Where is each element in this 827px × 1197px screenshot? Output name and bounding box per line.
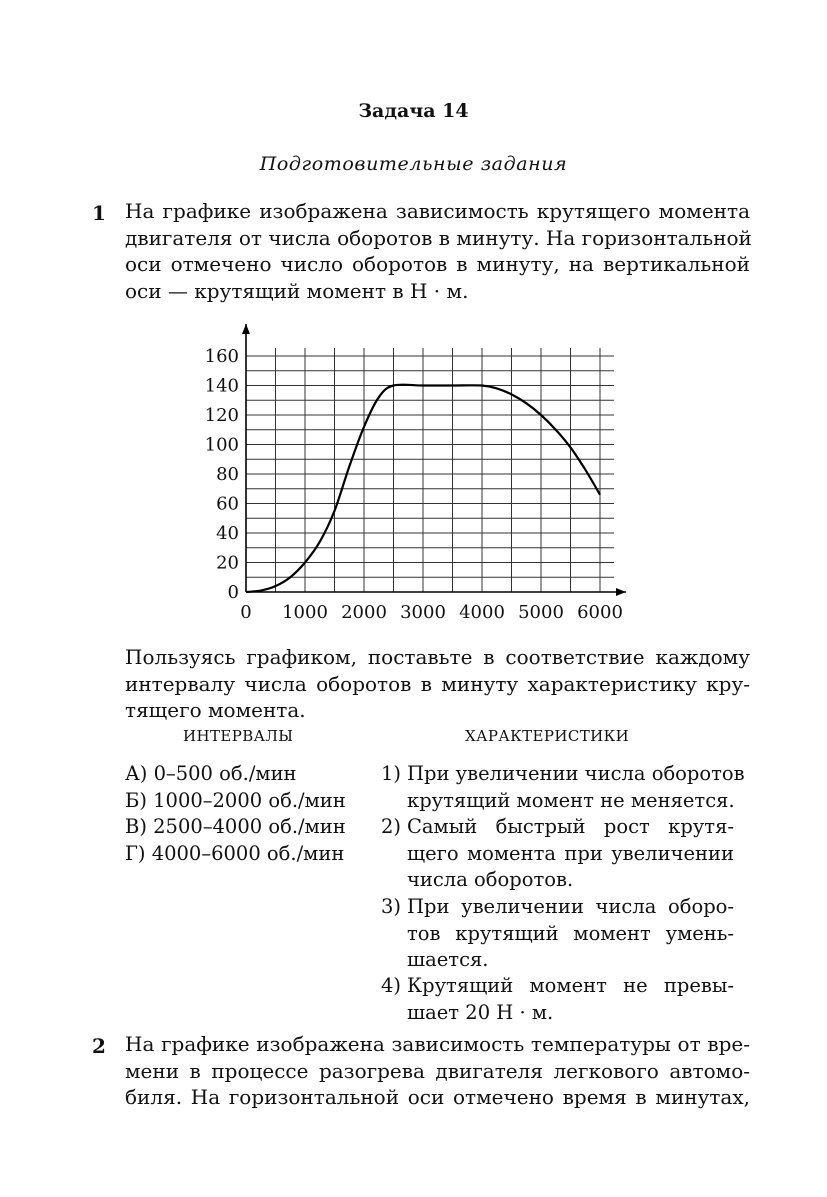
- characteristic-number: 1): [381, 762, 402, 785]
- characteristic-number: 3): [381, 895, 402, 918]
- characteristic-line: тов крутящий момент умень-: [407, 921, 734, 945]
- question-line: интервалу числа оборотов в минуту характеристику кру-: [125, 671, 750, 696]
- characteristic-line: щего момента при увеличении: [407, 841, 734, 865]
- task-2-number: 2: [92, 1034, 106, 1058]
- characteristic-line: крутящий момент не меняется.: [407, 788, 735, 812]
- intro-line: оси — крутящий момент в Н · м.: [125, 278, 469, 303]
- y-axis-arrow: [242, 324, 250, 334]
- x-tick-label: 1000: [282, 602, 328, 623]
- task-2-line: мени в процессе разогрева двигателя легкового автомо-: [125, 1058, 750, 1083]
- y-tick-labels: [205, 346, 239, 603]
- y-tick-label: 160: [204, 346, 239, 367]
- y-tick-label: 100: [204, 434, 239, 456]
- task-1-intro: [125, 198, 750, 304]
- section-subtitle: Подготовительные задания: [259, 153, 568, 175]
- characteristic-line: шается.: [407, 948, 489, 971]
- characteristics-header: ХАРАКТЕРИСТИКИ: [465, 727, 630, 745]
- y-tick-label: 140: [204, 375, 239, 397]
- characteristic-line: Крутящий момент не превы-: [407, 974, 734, 997]
- x-tick-label: 2000: [341, 602, 387, 623]
- task-title: Задача 14: [358, 100, 469, 122]
- characteristic-line: числа оборотов.: [407, 868, 574, 891]
- y-tick-label: 0: [227, 582, 239, 603]
- intervals-header: ИНТЕРВАЛЫ: [183, 727, 294, 745]
- characteristics-list: [381, 761, 745, 1031]
- interval-item: Б) 1000–2000 об./мин: [125, 788, 346, 812]
- task-1-question: [125, 644, 750, 724]
- characteristic-number: 2): [381, 815, 402, 838]
- task-1-number: 1: [92, 201, 106, 225]
- task-2-line: На графике изображена зависимость температуры от вре-: [125, 1032, 750, 1056]
- y-tick-label: 20: [216, 552, 239, 574]
- interval-item: Г) 4000–6000 об./мин: [125, 841, 345, 865]
- question-line: Пользуясь графиком, поставьте в соответствие каждому: [125, 645, 750, 669]
- interval-item: А) 0–500 об./мин: [125, 762, 297, 785]
- x-tick-label: 3000: [400, 602, 446, 623]
- characteristic-line: При увеличении числа оборотов: [407, 762, 745, 785]
- x-axis-arrow: [616, 588, 626, 596]
- y-tick-label: 60: [216, 493, 239, 515]
- characteristic-line: Самый быстрый рост крутя-: [407, 815, 734, 838]
- intro-line: оси отмечено число оборотов в минуту, на вертикальной: [125, 252, 750, 276]
- intro-line: На графике изображена зависимость крутящего момента: [125, 199, 750, 223]
- characteristic-number: 4): [381, 974, 402, 997]
- y-tick-label: 80: [216, 464, 239, 485]
- characteristic-line: При увеличении числа оборо-: [407, 895, 734, 918]
- y-tick-label: 120: [204, 405, 239, 426]
- x-tick-label: 5000: [518, 602, 564, 623]
- task-2-line: биля. На горизонтальной оси отмечено время в минутах,: [125, 1085, 750, 1109]
- torque-chart: [190, 320, 640, 630]
- chart-axes: [242, 324, 626, 596]
- intervals-list: [125, 761, 346, 867]
- x-tick-labels: [240, 602, 623, 623]
- task-2-text: [125, 1031, 750, 1111]
- interval-item: В) 2500–4000 об./мин: [125, 815, 346, 838]
- y-tick-label: 40: [216, 523, 239, 544]
- question-line: тящего момента.: [125, 698, 306, 722]
- x-tick-label: 0: [240, 602, 252, 623]
- x-tick-label: 4000: [459, 602, 505, 623]
- intro-line: двигателя от числа оборотов в минуту. На горизонтальной: [125, 225, 752, 250]
- characteristic-line: шает 20 Н · м.: [407, 1000, 554, 1024]
- x-tick-label: 6000: [577, 602, 623, 623]
